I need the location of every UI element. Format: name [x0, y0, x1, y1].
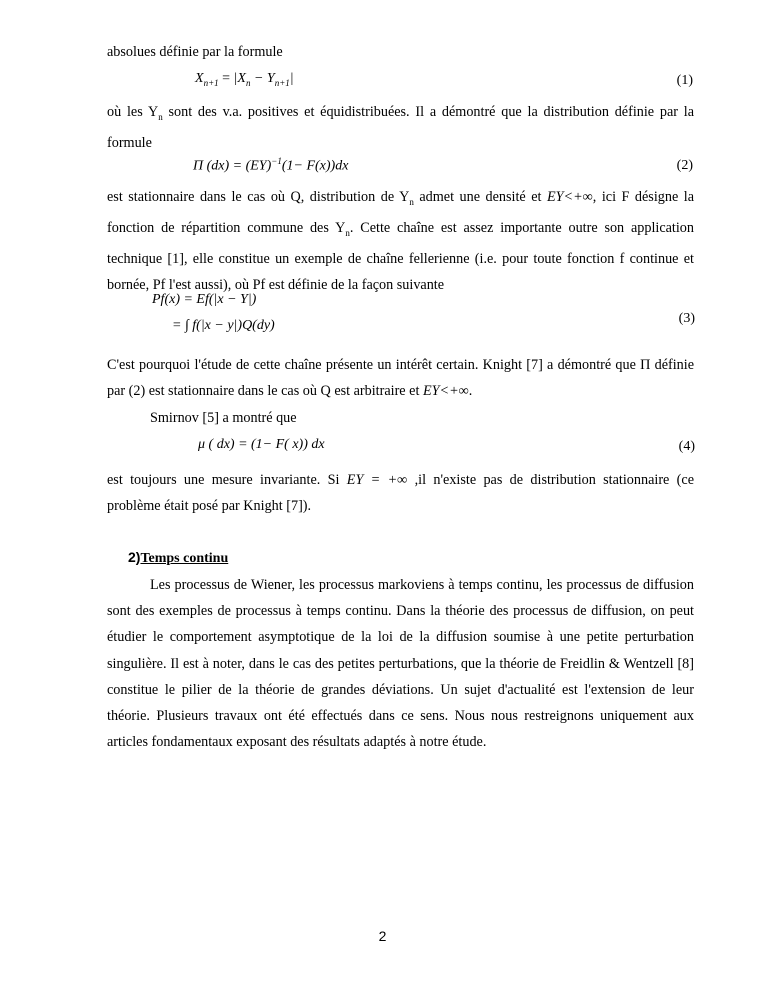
- paragraph-6: est toujours une mesure invariante. Si EY = +∞ ,il n'existe pas de distribution stationnaire (ce problème était posé par Knight [7]).: [107, 472, 694, 515]
- paragraph-2: où les $Y_n$ sont des v.a. positives et équidistribuées. Il a démontré que la distribution définie par la formule: [107, 104, 694, 152]
- equation-3-number: (3): [678, 311, 695, 326]
- equation-4-number: (4): [678, 439, 695, 454]
- equation-2-number: (2): [676, 158, 693, 173]
- equation-3-line-2: = ∫ f(|x − y|)Q(dy): [172, 318, 275, 333]
- paragraph-1: absolues définie par la formule: [107, 44, 283, 60]
- equation-1-number: (1): [676, 73, 693, 88]
- section-heading: 2)Temps continu: [128, 549, 229, 566]
- paragraph-7: Les processus de Wiener, les processus markoviens à temps continu, les processus de diffusion sont des exemples de processus à temps continu. Dans la théorie des processus de diffusion, on peut étudier le comportement asymptotique de la loi de la diffusion soumise à une petite perturbation singulière. Il est à noter, dans le cas des petites perturbations, que la théorie de Freidlin & Wentzell [8] constitue le pilier de la théorie de grandes déviations. Un sujet d'actualité est l'extension de leur théorie. Plusieurs travaux ont été effectués dans ce sens. Nous nous restreignons uniquement aux articles fondamentaux exposant des résultats adaptés à notre étude.: [107, 577, 694, 751]
- paragraph-3: est stationnaire dans le cas où Q, distribution de $Y_n$ admet une densité et EY<+∞, ici F désigne la fonction de répartition commune des $Y_n$. Cette chaîne est assez importante outre son application technique [1], elle constitue un exemple de chaîne fellerienne (i.e. pour toute fonction f continue et bornée, Pf l'est aussi), où Pf est définie de la façon suivante: [107, 189, 694, 294]
- paragraph-5: Smirnov [5] a montré que: [150, 410, 297, 426]
- equation-1: $X_{n+1} = |X_n - Y_{n+1}|$: [195, 71, 294, 88]
- page-number: 2: [378, 928, 387, 944]
- paragraph-4: C'est pourquoi l'étude de cette chaîne présente un intérêt certain. Knight [7] a démontré que Π définie par (2) est stationnaire dans le cas où Q est arbitraire et EY<+∞.: [107, 357, 694, 400]
- equation-4: μ ( dx) = (1− F( x)) dx: [198, 437, 325, 452]
- equation-3-line-1: Pf(x) = Ef(|x − Y|): [152, 292, 257, 307]
- equation-2: Π (dx) = (EY)$^{-1}$(1− F(x))dx: [193, 156, 349, 174]
